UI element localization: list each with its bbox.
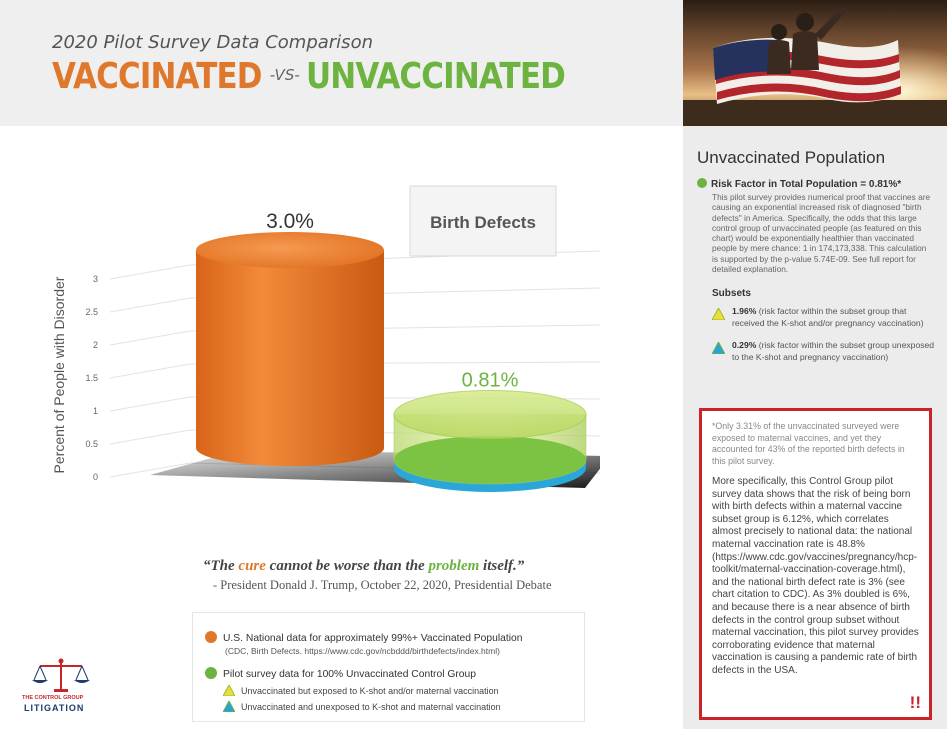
flag-photo-illustration [683, 0, 947, 126]
y-tick-label: 0.5 [85, 439, 98, 449]
data-label-unvaccinated: 0.81% [461, 369, 519, 392]
blue-triangle-icon [223, 701, 235, 712]
y-tick-labels [85, 274, 98, 482]
legend-vaccinated: U.S. National data for approximately 99%+ Vaccinated Population [205, 631, 522, 644]
gridline [110, 265, 190, 279]
subset-item-exposed: 1.96% (risk factor within the subset group that received the K-shot and/or pregnancy vaccination) [712, 306, 937, 329]
quote-cure: cure [238, 558, 266, 574]
bar-unvaccinated [394, 391, 586, 492]
gridline [110, 364, 190, 378]
gridline [110, 331, 190, 345]
page-title [52, 56, 607, 97]
panel-heading: Unvaccinated Population [697, 148, 886, 167]
subset-item-unexposed: 0.29% (risk factor within the subset group unexposed to the K-shot and pregnancy vaccination) [712, 340, 937, 363]
legend-blue-subset: Unvaccinated and unexposed to K-shot and maternal vaccination [241, 702, 501, 712]
header-band [0, 0, 683, 126]
orange-dot-icon [205, 631, 217, 643]
quote-problem: problem [428, 558, 480, 574]
flag-photo [683, 0, 947, 126]
quote-attribution: - President Donald J. Trump, October 22, 2020, Presidential Debate [213, 578, 552, 592]
data-label-vaccinated: 3.0% [266, 210, 314, 233]
green-dot-icon [205, 667, 217, 679]
legend-unvaccinated: Pilot survey data for 100% Unvaccinated Control Group [205, 667, 476, 680]
y-tick-label: 1.5 [85, 373, 98, 383]
title-vs: -VS- [269, 66, 300, 84]
subsets-heading: Subsets [712, 288, 751, 299]
chart-legend [192, 612, 585, 722]
panel-body-text: This pilot survey provides numerical proof that vaccines are causing an exponential increased risk of diagnosed "birth defects" in America. Specifically, the odds that this large control group of unvaccinated people (as featured on this chart) would be exponentially healthier than vaccinated people by mere chance: 1 in 174,173,338. This calculation is supported by the p-value 5.74E-09. See full report for detailed explanation. [712, 192, 931, 275]
y-tick-label: 1 [92, 406, 98, 416]
y-axis-label: Percent of People with Disorder [51, 276, 67, 474]
callout-box [699, 408, 932, 720]
gridline [110, 430, 190, 444]
birth-defects-chart [40, 170, 600, 500]
gridline [110, 397, 190, 411]
green-dot-icon [697, 178, 707, 188]
y-tick-label: 2.5 [85, 307, 98, 317]
yellow-triangle-icon [712, 308, 725, 320]
quote: “The cure cannot be worse than the problem itself.” [203, 558, 525, 574]
bar-vaccinated [196, 232, 384, 466]
callout-footnote: *Only 3.31% of the unvaccinated surveyed were exposed to maternal vaccines, and yet they accounted for 43% of the reported birth defects in this pilot survey. [712, 421, 905, 466]
callout-body: More specifically, this Control Group pilot survey data shows that the risk of being born with birth defects within a maternal vaccine subset group is 6.12%, which correlates almost precisely to national data: the national maternal vaccination rate is 48.8% (https://www.cdc.gov/vaccines/pregnancy/hcp-toolkit/maternal-vaccination-coverage.html), and the national birth defect rate is 3% (see chart citation to CDC). As 3% doubled is 6%, and because there is a near absence of birth defects in the control group subset without maternal vaccination, this pilot survey provides corroborating evidence that maternal vaccination is causing a pandemic rate of birth defects in the USA. [712, 476, 919, 676]
y-tick-label: 0 [92, 472, 98, 482]
page-subtitle: 2020 Pilot Survey Data Comparison [52, 32, 373, 53]
logo-text-bottom: LITIGATION [24, 703, 85, 713]
title-unvaccinated: UNVACCINATED [305, 56, 565, 97]
y-tick-label: 3 [92, 274, 98, 284]
legend-yellow-subset: Unvaccinated but exposed to K-shot and/or maternal vaccination [241, 686, 499, 696]
legend-vaccinated-source: (CDC, Birth Defects. https://www.cdc.gov/ncbddd/birthdefects/index.html) [225, 646, 500, 656]
y-tick-label: 2 [92, 340, 98, 350]
blue-triangle-icon [712, 342, 725, 354]
gridline [110, 298, 190, 312]
chart-title: Birth Defects [430, 213, 536, 232]
logo-text-top: THE CONTROL GROUP [22, 695, 84, 701]
callout-emphasis: !! [909, 693, 921, 712]
yellow-triangle-icon [223, 685, 235, 696]
title-vaccinated: VACCINATED [52, 56, 262, 97]
risk-factor-line: Risk Factor in Total Population = 0.81%* [697, 178, 901, 190]
